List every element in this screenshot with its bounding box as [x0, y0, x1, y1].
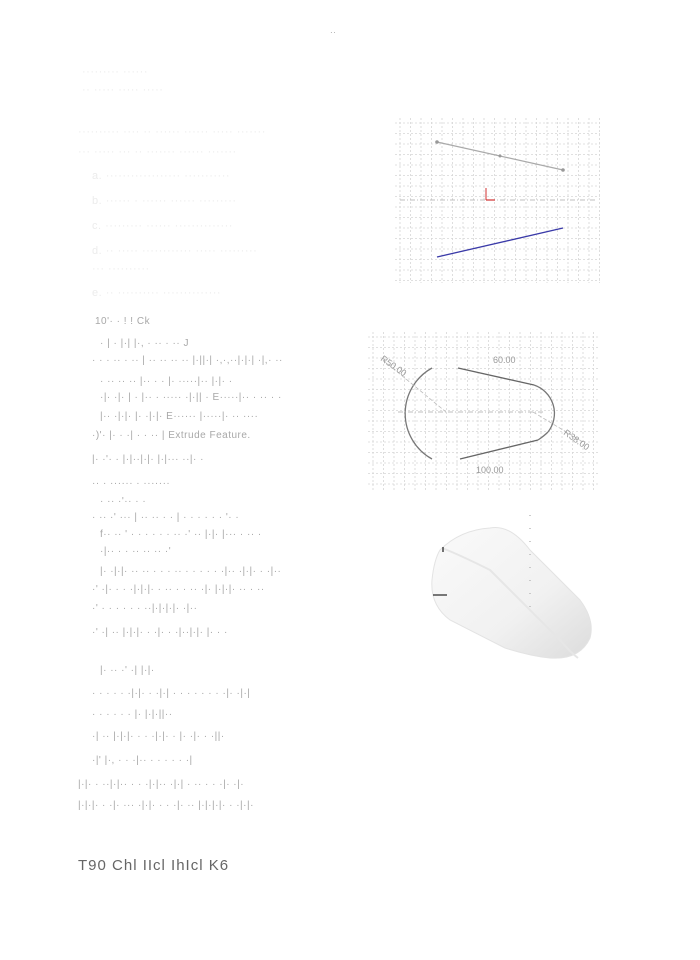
text-line: ·' · · · · · · ··|·|·|·|· ·|··	[92, 603, 198, 614]
text-line: |·|·|· · ·|· ··· ·|·|· · · ·|· ·· |·|·|·|· · ·|·|·	[78, 800, 254, 811]
sketch-blue-line	[437, 228, 563, 257]
section-title: ·· ····· ····· ·····	[82, 84, 164, 96]
text-line: |·|· · ··|·|·· · · ·|·|·· ·|·| · ·· · · ·|· ·|·	[78, 779, 245, 790]
list-item: c. ········· ······ ··············	[92, 220, 233, 232]
sketch-figure-slot	[368, 332, 600, 492]
list-item: a. ·················· ···········	[92, 170, 231, 182]
text-line: ·· · ······ · ·······	[92, 478, 171, 489]
list-item: ··· ··········	[92, 263, 150, 275]
text-line: ·|· ·|· | · |·· · ····· ·|·|| · E·····|·· · ·· · ·	[100, 392, 282, 403]
sketch-figure-lines	[395, 118, 600, 283]
dimension-left: R50.00	[378, 353, 409, 379]
text-line: |· ·'· · |·|··|·|· |·|··· ··|· ·	[92, 454, 204, 465]
text-line: f·· ·· ' · · · · · · ·· ·' ·· |·|· |··· · ·· ·	[100, 529, 262, 540]
list-item: d. ·· ····· ············ ····· ·········	[92, 245, 258, 257]
paragraph-line: ·········· ···· ·· ······ ······ ····· ·······	[78, 126, 266, 138]
text-line: ·' ·| ·· |·|·|· · ·|· · ·|··|·|· |· · ·	[92, 627, 228, 638]
dimension-bottom: 100.00	[476, 465, 504, 475]
text-line: · · · · · ·|·|· · ·|·| · · · · · · · ·|· ·|·|	[92, 688, 251, 699]
text-line: 10'· · ! ! Ck	[95, 316, 151, 327]
text-line: ·|' |·, · · ·|·· · · · · · ·|	[92, 755, 193, 766]
paragraph-line: ··· ····· ··· ·· ······· ······ ·······	[78, 146, 237, 158]
dimension-right: R38.00	[561, 427, 592, 453]
text-line: ·| ·· |·|·|· · · ·|·|· · |· ·|· · ·||·	[92, 731, 225, 742]
section-title: ········· ······	[82, 66, 149, 78]
dimension-top: 60.00	[493, 355, 516, 365]
text-line: |·· ·|·|· |· ·|·|· E······ |·····|· ·· ····	[100, 411, 259, 422]
list-item: b. ······ · ······ ······ ·········	[92, 195, 237, 207]
page-number: ··	[330, 28, 337, 37]
text-line: |· ·|·|· ·· ·· · · · ·· · · · · · ·|·· ·|·|· · ·|··	[100, 566, 282, 577]
text-line: ·)'· |· · ·| · · ·· | Extrude Feature.	[92, 430, 251, 441]
section-heading: T90 Chl IIcl IhIcl K6	[78, 857, 230, 874]
text-line: · · · · · · |· |·|·||··	[92, 709, 173, 720]
text-line: · ·· ·'·· · ·	[100, 496, 147, 507]
text-line: |· ·· ·' ·| |·|·	[100, 665, 155, 676]
text-line: ·|·· · · ·· ·· ·· ·'	[100, 546, 172, 557]
text-line: ·' ·|· · · ·|·|·|· · ·· · · ·· ·|· |·|·|· ·· · ··	[92, 584, 265, 595]
text-line: · | · |·| |·, · ·· · ·· J	[100, 338, 189, 349]
text-line: · ·· ·' ··· | ·· ·· · · | · · · · · · '· ·	[92, 512, 240, 523]
text-line: · ·· ·· ·· |·· · · |· ·····|·· |·|· ·	[100, 376, 233, 387]
extruded-3d-model	[410, 510, 610, 670]
list-item: e. ·· ·········· ··············	[92, 287, 222, 299]
text-line: · · · ·· · ·· | ·· ·· ·· ·· |·||·| ·,·,··|·|·| ·|,· ··	[92, 355, 283, 366]
